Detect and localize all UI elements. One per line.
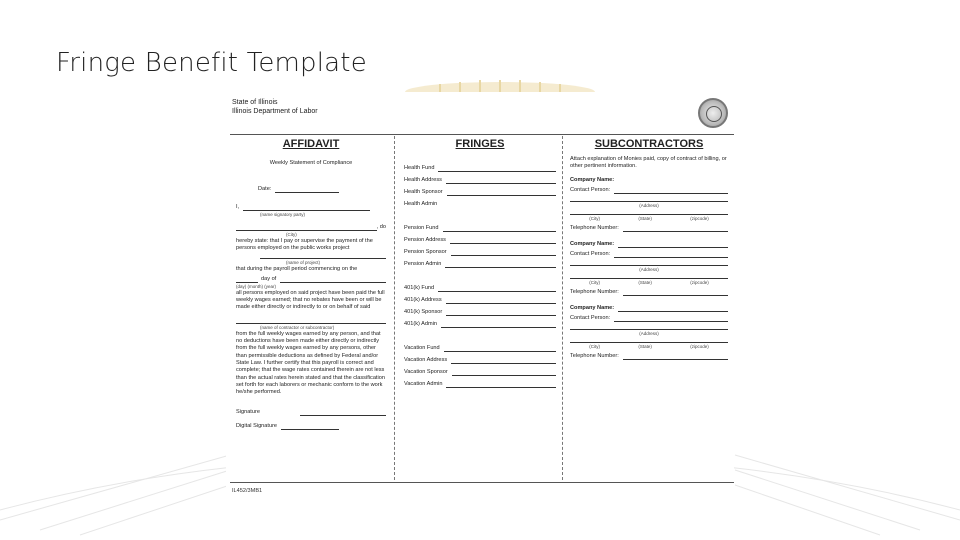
fringes-title: FRINGES — [455, 138, 505, 150]
fringe-label: Health Fund — [404, 165, 435, 171]
fringe-row — [404, 378, 556, 388]
fringe-label: Vacation Address — [404, 357, 448, 363]
city-sub: (City) — [589, 343, 600, 349]
fringe-label: Vacation Fund — [404, 345, 440, 351]
fringe-row — [404, 366, 556, 376]
date-subs: (day) (month) (year) — [236, 283, 277, 289]
form-code: IL452/3MB1 — [232, 488, 263, 494]
do-label: , do — [376, 224, 386, 230]
fringe-row — [404, 258, 556, 268]
project-sub: (name of project) — [286, 259, 321, 265]
fringe-label: Health Sponsor — [404, 189, 443, 195]
telephone-label: Telephone Number: — [570, 352, 619, 359]
fringe-label: Health Admin — [404, 201, 438, 207]
fringe-row — [404, 198, 556, 208]
agency-department: Illinois Department of Labor — [232, 108, 318, 115]
fringe-label: Vacation Sponsor — [404, 369, 448, 375]
city-state-zip-subs — [570, 215, 728, 222]
contact-person-label: Contact Person: — [570, 250, 611, 257]
affidavit-form-image — [226, 92, 734, 497]
address-sub: (Address) — [639, 266, 659, 272]
column-divider — [394, 136, 395, 480]
fringe-label: 401(k) Fund — [404, 285, 435, 291]
company-name-row — [570, 174, 728, 184]
contact-person-row — [570, 248, 728, 258]
state-seal-icon — [698, 98, 728, 128]
company-name-label: Company Name: — [570, 304, 615, 311]
fringe-row — [404, 306, 556, 316]
fringe-label: Pension Fund — [404, 225, 439, 231]
contact-person-row — [570, 312, 728, 322]
agency-header — [232, 98, 318, 116]
date-label: Date: — [258, 186, 272, 192]
fringe-label: Vacation Admin — [404, 381, 443, 387]
affidavit-paragraph-3: all persons employed on said project have been paid the full weekly wages earned; that no rebates have been or will be made either directly or indirectly to or on behalf of said — [236, 289, 385, 311]
fringe-row — [404, 294, 556, 304]
digital-signature-label: Digital Signature — [236, 423, 278, 430]
fringes-column — [404, 138, 556, 388]
subcontractors-intro: Attach explanation of Monies paid, copy of contract of billing, or other pertinent information. — [570, 156, 727, 170]
fringe-row — [404, 222, 556, 232]
state-sub: (State) — [638, 279, 652, 285]
column-divider — [562, 136, 563, 480]
zip-sub: (zipcode) — [690, 215, 709, 221]
city-sub: (City) — [286, 232, 297, 237]
fringe-row — [404, 234, 556, 244]
affidavit-title: AFFIDAVIT — [282, 138, 340, 150]
city-state-zip-subs — [570, 279, 728, 286]
city-sub: (City) — [589, 279, 600, 285]
top-divider — [230, 134, 734, 135]
fringe-row — [404, 186, 556, 196]
digital-signature-row — [236, 420, 386, 430]
slide-title: Fringe Benefit Template — [56, 48, 367, 78]
fringe-label: Health Address — [404, 177, 442, 183]
address-sub: (Address) — [639, 330, 659, 336]
company-name-row — [570, 238, 728, 248]
company-name-label: Company Name: — [570, 240, 615, 247]
contact-person-label: Contact Person: — [570, 314, 611, 321]
i-label: I, — [236, 204, 240, 210]
period-row — [236, 273, 386, 283]
telephone-row — [570, 286, 728, 296]
contact-person-label: Contact Person: — [570, 186, 611, 193]
telephone-row — [570, 350, 728, 360]
subcontractors-column — [570, 138, 728, 360]
fringe-label: 401(k) Sponsor — [404, 309, 443, 315]
bottom-divider — [230, 482, 734, 483]
telephone-row — [570, 222, 728, 232]
affidavit-paragraph-4: from the full weekly wages earned by any person, and that no deductions have been made either directly or indirectly from the full weekly wages earned by any persons, other than permissible deductions as defined by Federal and/or State Law. I further certify that this payroll is correct and complete; that the wage rates contained therein are not less than the actual rates herein stated and that the classification set forth for each laborers or mechanic conform to the work he/she performed. — [236, 330, 385, 396]
fringe-label: 401(k) Admin — [404, 321, 437, 327]
contractor-line — [236, 312, 386, 324]
signature-label: Signature — [236, 409, 260, 416]
company-name-row — [570, 302, 728, 312]
fringe-row — [404, 354, 556, 364]
address-line — [570, 258, 728, 266]
address-sub: (Address) — [639, 202, 659, 208]
fringe-row — [404, 282, 556, 292]
affidavit-paragraph-2: that during the payroll period commencing on the — [236, 265, 358, 272]
state-sub: (State) — [638, 343, 652, 349]
state-sub: (State) — [638, 215, 652, 221]
telephone-label: Telephone Number: — [570, 224, 619, 231]
affidavit-subtitle: Weekly Statement of Compliance — [269, 160, 353, 166]
fringe-row — [404, 246, 556, 256]
fringe-label: Pension Admin — [404, 261, 442, 267]
fringe-row — [404, 174, 556, 184]
affidavit-paragraph-1: hereby state: that I pay or supervise the payment of the persons employed on the public works project — [236, 238, 373, 252]
subcontractors-title: SUBCONTRACTORS — [594, 138, 704, 150]
contact-person-row — [570, 184, 728, 194]
city-sub: (City) — [589, 215, 600, 221]
contractor-sub: (name of contractor or subcontractor) — [260, 324, 335, 330]
zip-sub: (zipcode) — [690, 279, 709, 285]
fringe-label: 401(k) Address — [404, 297, 442, 303]
city-state-zip-subs — [570, 343, 728, 350]
signature-row — [236, 406, 386, 416]
date-row — [236, 183, 386, 193]
name-row — [236, 201, 386, 211]
fringe-label: Pension Sponsor — [404, 249, 447, 255]
affidavit-column — [236, 138, 386, 430]
city-row — [236, 221, 386, 231]
address-line — [570, 194, 728, 202]
agency-state: State of Illinois — [232, 99, 278, 106]
telephone-label: Telephone Number: — [570, 288, 619, 295]
company-name-label: Company Name: — [570, 176, 615, 183]
day-of-label: day of — [261, 275, 277, 282]
zip-sub: (zipcode) — [690, 343, 709, 349]
address-line — [570, 322, 728, 330]
fringe-label: Pension Address — [404, 237, 446, 243]
name-sub: (name signatory party) — [260, 212, 306, 217]
fringe-row — [404, 318, 556, 328]
fringe-row — [404, 342, 556, 352]
fringe-row — [404, 162, 556, 172]
